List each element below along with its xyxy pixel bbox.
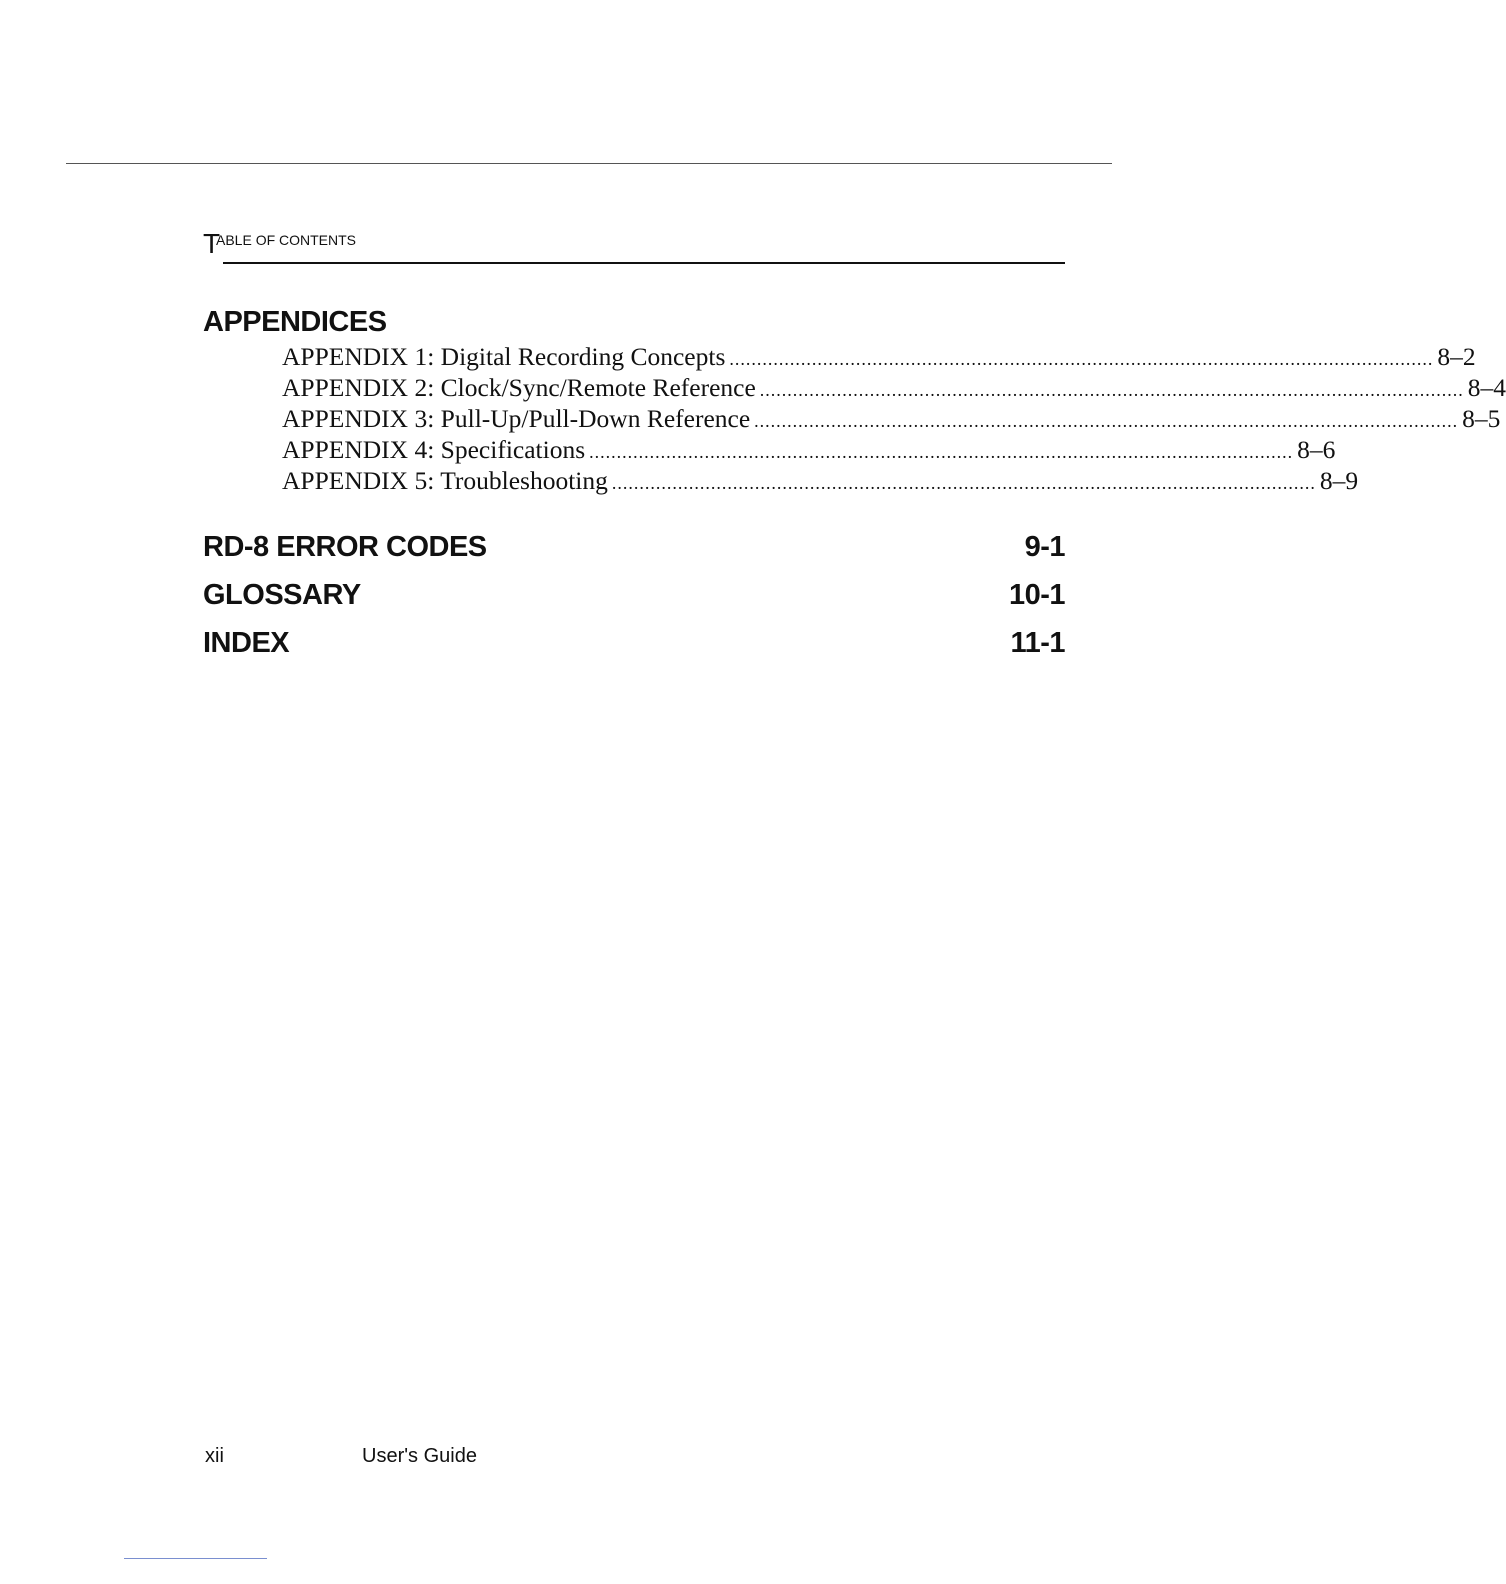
toc-section-title: GLOSSARY (203, 579, 361, 611)
toc-entry-appendix-3[interactable] (282, 403, 1501, 434)
toc-entry-title: APPENDIX 4: Specifications (282, 435, 586, 464)
dot-leader: ................................................................................................................................ (754, 411, 1459, 431)
toc-section-index[interactable] (203, 626, 1065, 660)
running-head-initial: T (203, 228, 221, 259)
dot-leader: ................................................................................................................................ (611, 473, 1316, 493)
appendices-heading: APPENDICES (203, 306, 387, 338)
running-head-text: ABLE OF CONTENTS (216, 232, 357, 248)
toc-entry-page: 8–4 (1467, 373, 1506, 402)
toc-entry-appendix-4[interactable] (282, 434, 1336, 465)
footer-book-title: User's Guide (362, 1445, 477, 1467)
dot-leader: ................................................................................................................................ (759, 380, 1464, 400)
toc-section-page: 9-1 (1024, 531, 1065, 563)
running-head (203, 229, 1065, 265)
appendix-list (282, 341, 1506, 496)
running-head-rule (223, 262, 1065, 264)
toc-section-page: 11-1 (1010, 627, 1065, 659)
dot-leader: ................................................................................................................................ (729, 349, 1434, 369)
toc-entry-title: APPENDIX 2: Clock/Sync/Remote Reference (282, 373, 756, 402)
toc-section-page: 10-1 (1008, 579, 1065, 611)
toc-entry-appendix-2[interactable] (282, 372, 1506, 403)
toc-entry-page: 8–9 (1319, 466, 1359, 495)
toc-entry-title: APPENDIX 3: Pull-Up/Pull-Down Reference (282, 404, 751, 433)
toc-entry-page: 8–5 (1462, 404, 1501, 433)
toc-entry-appendix-5[interactable] (282, 465, 1359, 496)
toc-section-error-codes[interactable] (203, 530, 1065, 564)
toc-entry-title: APPENDIX 1: Digital Recording Concepts (282, 342, 726, 371)
toc-section-glossary[interactable] (203, 578, 1065, 612)
top-rule (66, 163, 1112, 164)
toc-section-title: INDEX (203, 627, 290, 659)
toc-section-title: RD-8 ERROR CODES (203, 531, 487, 563)
footer-page-number: xii (205, 1445, 224, 1467)
toc-entry-page: 8–2 (1437, 342, 1476, 371)
toc-entry-page: 8–6 (1297, 435, 1336, 464)
toc-entry-title: APPENDIX 5: Troubleshooting (282, 466, 608, 495)
dot-leader: ................................................................................................................................ (589, 442, 1294, 462)
toc-entry-appendix-1[interactable] (282, 341, 1476, 372)
bottom-edge-line (124, 1558, 267, 1559)
